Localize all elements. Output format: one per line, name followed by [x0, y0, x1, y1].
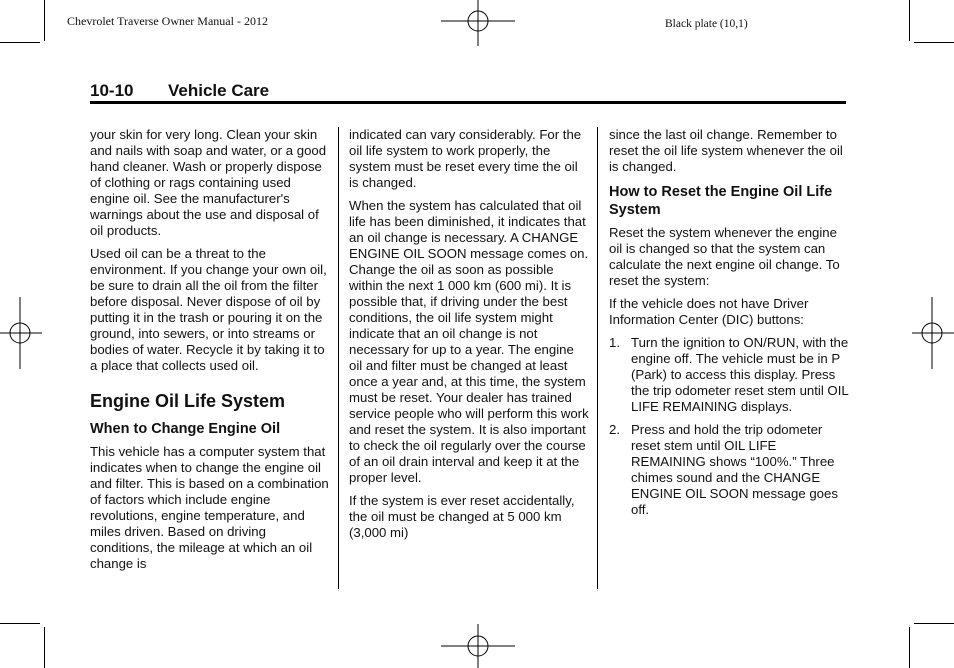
section-heading [90, 81, 269, 101]
crop-mark [909, 627, 910, 668]
step-number: 2. [609, 422, 620, 437]
subheading-when-to-change: When to Change Engine Oil [90, 421, 281, 437]
column-divider [338, 127, 339, 589]
crop-mark [44, 0, 45, 41]
list-item [609, 422, 849, 518]
list-item [609, 335, 849, 415]
subheading-how-to-reset: How to Reset the Engine Oil Life System [609, 184, 833, 218]
crop-mark [914, 42, 954, 43]
plate-label: Black plate (10,1) [665, 18, 748, 30]
reset-steps-list [609, 335, 849, 518]
registration-mark-left [0, 297, 42, 369]
column-divider [597, 127, 598, 589]
manual-title: Chevrolet Traverse Owner Manual - 2012 [67, 14, 268, 28]
step-text: Turn the ignition to ON/RUN, with the engine off. The vehicle must be in P (Park) to access this display. Press the trip odometer reset stem until OIL LIFE REMAINING displays. [631, 335, 849, 414]
page-number: 10-10 [90, 81, 134, 100]
step-number: 1. [609, 335, 620, 350]
paragraph: Used oil can be a threat to the environment. If you change your own oil, be sure to drain all the oil from the filter before disposal. Never dispose of oil by putting it in the trash or pouring it on the ground, into sewers, or into streams or bodies of water. Recycle it by taking it to a place that collects used oil. [90, 246, 327, 373]
registration-mark-top [441, 0, 515, 46]
registration-mark-right [912, 297, 954, 369]
paragraph: If the vehicle does not have Driver Information Center (DIC) buttons: [609, 296, 809, 327]
crop-mark [909, 0, 910, 41]
registration-mark-bottom [441, 624, 515, 668]
paragraph: If the system is ever reset accidentally, the oil must be changed at 5 000 km (3,000 mi) [349, 493, 575, 540]
paragraph: since the last oil change. Remember to reset the oil life system whenever the oil is changed. [609, 127, 843, 174]
crop-mark [914, 623, 954, 624]
crop-mark [44, 627, 45, 668]
crop-mark [0, 623, 40, 624]
column-1 [90, 127, 330, 579]
paragraph: your skin for very long. Clean your skin and nails with soap and water, or a good hand cleaner. Wash or properly dispose of clothing or rags containing used engine oil. See the manufacturer's warnings about the use and disposal of oil products. [90, 127, 327, 238]
paragraph: This vehicle has a computer system that indicates when to change the engine oil and filter. This is based on a combination of factors which include engine revolutions, engine temperature, and miles driven. Based on driving conditions, the mileage at which an oil change is [90, 444, 329, 571]
paragraph: Reset the system whenever the engine oil is changed so that the system can calculate the next engine oil change. To reset the system: [609, 225, 840, 288]
section-title: Vehicle Care [168, 81, 270, 100]
section-rule [90, 101, 846, 104]
paragraph: indicated can vary considerably. For the oil life system to work properly, the system must be reset every time the oil is changed. [349, 127, 582, 190]
heading-engine-oil-life-system: Engine Oil Life System [90, 391, 286, 411]
column-3 [609, 127, 849, 525]
crop-mark [0, 42, 40, 43]
paragraph: When the system has calculated that oil life has been diminished, it indicates that an oil change is necessary. A CHANGE ENGINE OIL SOON message comes on. Change the oil as soon as possible within the next 1 000 km (600 mi). It is possible that, if driving under the best conditions, the oil life system might indicate that an oil change is not necessary for up to a year. The engine oil and filter must be changed at least once a year and, at this time, the system must be reset. Your dealer has trained service people who will perform this work and reset the system. It is also important to check the oil regularly over the course of an oil drain interval and keep it at the proper level. [349, 198, 589, 485]
column-2 [349, 127, 589, 548]
step-text: Press and hold the trip odometer reset stem until OIL LIFE REMAINING shows “100%.” Three chimes sound and the CHANGE ENGINE OIL SOON message goes off. [631, 422, 838, 517]
